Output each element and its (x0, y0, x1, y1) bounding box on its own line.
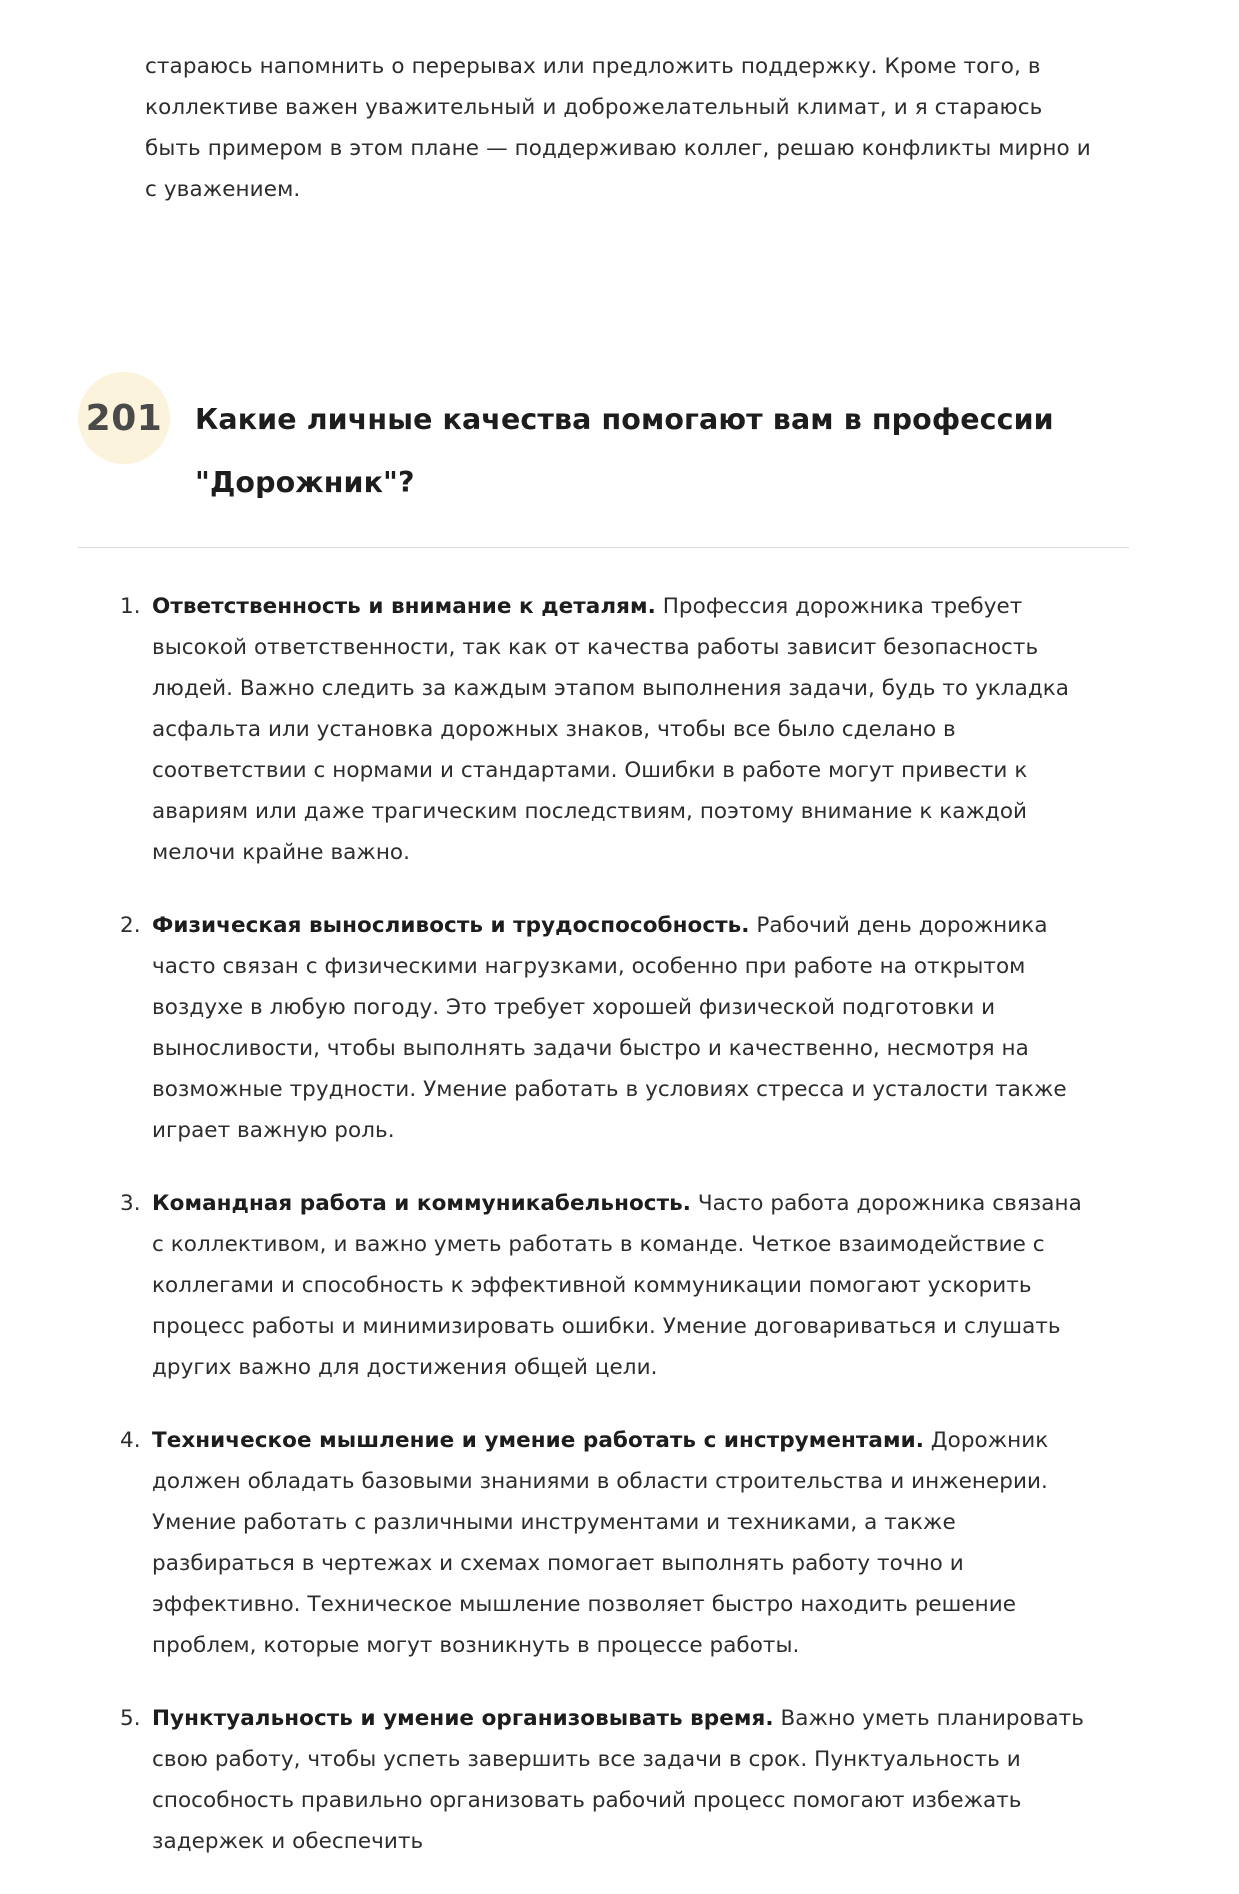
intro-paragraph: стараюсь напомнить о перерывах или предложить поддержку. Кроме того, в коллективе важен уважительный и доброжелательный климат, и я стараюсь быть примером в этом плане — поддерживаю коллег, решаю конфликты мирно и с уважением. (145, 54, 1091, 202)
list-item-lead: Техническое мышление и умение работать с инструментами. (152, 1428, 924, 1454)
list-item (120, 1698, 1089, 1862)
list-item (120, 905, 1089, 1151)
question-number-badge: 201 (78, 372, 170, 464)
question-block (0, 360, 1239, 537)
answer-list (0, 586, 1239, 1862)
list-item-lead: Физическая выносливость и трудоспособность. (152, 913, 750, 939)
list-item-text: Важно уметь планировать свою работу, чтобы успеть завершить все задачи в срок. Пунктуальность и способность правильно организовать рабочий процесс помогают избежать задержек и обеспечить (152, 1706, 1084, 1855)
list-item-text: Профессия дорожника требует высокой ответственности, так как от качества работы зависит безопасность людей. Важно следить за каждым этапом выполнения задачи, будь то укладка асфальта или установка дорожных знаков, чтобы все было сделано в соответствии с нормами и стандартами. Ошибки в работе могут привести к авариям или даже трагическим последствиям, поэтому внимание к каждой мелочи крайне важно. (152, 594, 1069, 866)
list-item-text: Дорожник должен обладать базовыми знаниями в области строительства и инженерии. Умение работать с различными инструментами и техниками, а также разбираться в чертежах и схемах помогает выполнять работу точно и эффективно. Техническое мышление позволяет быстро находить решение проблем, которые могут возникнуть в процессе работы. (152, 1428, 1049, 1659)
list-item-text: Рабочий день дорожника часто связан с физическими нагрузками, особенно при работе на открытом воздухе в любую погоду. Это требует хорошей физической подготовки и выносливости, чтобы выполнять задачи быстро и качественно, несмотря на возможные трудности. Умение работать в условиях стресса и усталости также играет важную роль. (152, 913, 1067, 1144)
question-row (78, 360, 1129, 537)
list-item-lead: Командная работа и коммуникабельность. (152, 1191, 691, 1217)
list-item (120, 1420, 1089, 1666)
list-item (120, 1183, 1089, 1388)
list-item-lead: Пунктуальность и умение организовывать время. (152, 1706, 774, 1732)
question-divider (78, 547, 1129, 548)
list-item-lead: Ответственность и внимание к деталям. (152, 594, 656, 620)
list-item (120, 586, 1089, 873)
list-item-text: Часто работа дорожника связана с коллективом, и важно уметь работать в команде. Четкое взаимодействие с коллегами и способность к эффективной коммуникации помогают ускорить процесс работы и минимизировать ошибки. Умение договариваться и слушать других важно для достижения общей цели. (152, 1191, 1082, 1381)
question-title: Какие личные качества помогают вам в профессии "Дорожник"? (195, 402, 1054, 499)
